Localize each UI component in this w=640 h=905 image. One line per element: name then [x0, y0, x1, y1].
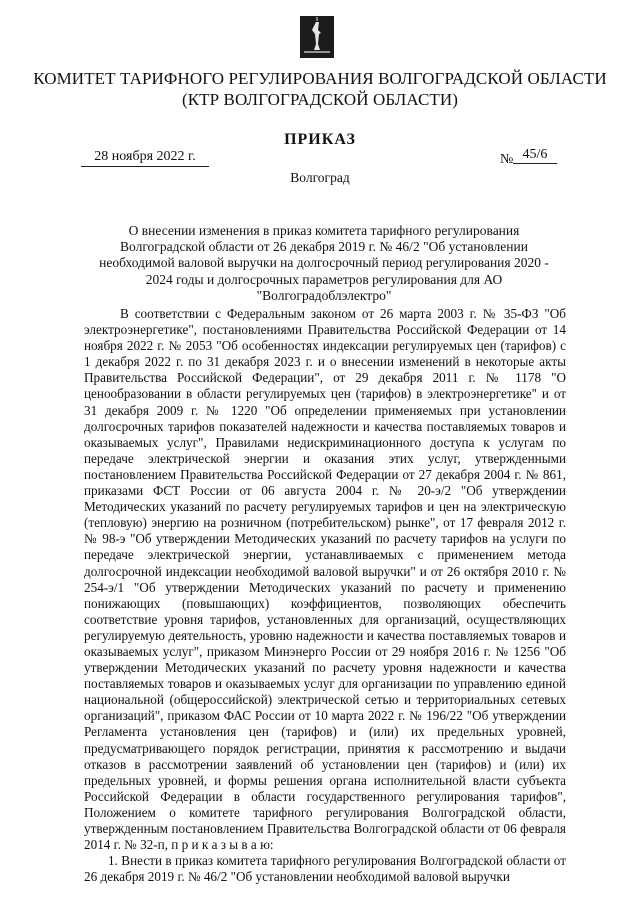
coat-of-arms-emblem	[300, 16, 334, 58]
document-number: 45/6	[513, 147, 557, 164]
preamble-paragraph: В соответствии с Федеральным законом от 26 марта 2003 г. № 35-ФЗ "Об электроэнергетике", постановлениями Правительства Российской Федерации от 14 ноября 2022 г. № 2053 "Об особенностях индексации регулируемых цен (тарифов) с 1 декабря 2022 г. по 31 декабря 2023 г. и о внесении изменений в некоторые акты Правительства Российской Федерации", от 29 декабря 2011 г. № 1178 "О ценообразовании в области регулируемых цен (тарифов) в электроэнергетике" и от 31 декабря 2009 г. № 1220 "Об определении применяемых при установлении долгосрочных тарифов показателей надежности и качества поставляемых товаров и оказываемых услуг", Правилами недискриминационного доступа к услугам по передаче электрической энергии и оказания этих услуг, утвержденными постановлением Правительства Российской Федерации от 27 декабря 2004 г. № 861, приказами ФСТ России от 06 августа 2004 г. № 20-э/2 "Об утверждении Методических указаний по расчету регулируемых тарифов и цен на электрическую (тепловую) энергию на розничном (потребительском) рынке", от 17 февраля 2012 г. № 98-э "Об утверждении Методических указаний по расчету тарифов на услуги по передаче электрической энергии, устанавливаемых с применением метода долгосрочной индексации необходимой валовой выручки" и от 26 октября 2010 г. № 254-э/1 "Об утверждении Методических указаний по расчету и применению понижающих (повышающих) коэффициентов, позволяющих обеспечить соответствие уровня тарифов, установленных для организаций, осуществляющих регулируемую деятельность, уровню надежности и качества поставляемых товаров и оказываемых услуг", приказом Минэнерго России от 29 ноября 2016 г. № 1256 "Об утверждении Методических указаний по расчету уровня надежности и качества поставляемых товаров и оказываемых услуг для организации по управлению единой национальной (общероссийской) электрической сетью и территориальных сетевых организаций", приказом ФАС России от 10 марта 2022 г. № 196/22 "Об утверждении Регламента установления цен (тарифов) и (или) их предельных уровней, предусматривающего порядок регистрации, принятия к рассмотрению и выдачи отказов в рассмотрении заявлений об установлении цен (тарифов) и (или) их предельных уровней, и формы решения органа исполнительной власти субъекта Российской Федерации в области государственного регулирования тарифов", Положением о комитете тарифного регулирования Волгоградской области, утвержденным постановлением Правительства Волгоградской области от 06 февраля 2014 г. № 32-п, п р и к а з ы в а ю:	[84, 306, 566, 853]
document-subject: О внесении изменения в приказ комитета тарифного регулирования Волгоградской области от 26 декабря 2019 г. № 46/2 "Об установлении необходимой валовой выручки на долгосрочный период регулирования 2020 - 2024 годы и долгосрочных параметров регулирования для АО "Волгоградоблэлектро"	[99, 223, 549, 303]
org-line-1: КОМИТЕТ ТАРИФНОГО РЕГУЛИРОВАНИЯ ВОЛГОГРАДСКОЙ ОБЛАСТИ	[33, 69, 607, 88]
coat-of-arms-icon	[300, 16, 334, 58]
item-1-paragraph: 1. Внести в приказ комитета тарифного регулирования Волгоградской области от 26 декабря 2019 г. № 46/2 "Об установлении необходимой валовой выручки	[84, 853, 566, 885]
document-type: ПРИКАЗ	[284, 131, 356, 148]
org-line-2: (КТР ВОЛГОГРАДСКОЙ ОБЛАСТИ)	[181, 90, 459, 109]
city: Волгоград	[290, 170, 350, 185]
document-body	[84, 306, 566, 885]
number-label: №	[500, 152, 514, 167]
document-date: 28 ноября 2022 г.	[81, 149, 209, 167]
organization-name	[0, 68, 640, 110]
